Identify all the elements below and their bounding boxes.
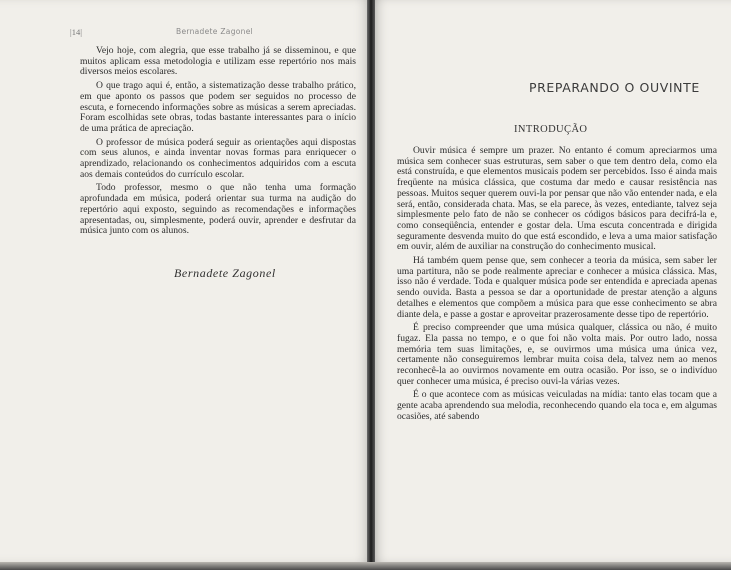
right-page [371,0,731,562]
author-signature: Bernadete Zagonel [174,266,276,280]
paragraph: O que trago aqui é, então, a sistematização desse trabalho prático, em que aponto os passos que podem ser seguidos no processo de escuta, e fornecendo informações sobre as músicas a serem apreciadas. Foram escolhidas sete obras, todas bastante interessantes para o início de uma prática de apreciação. [80,80,356,134]
paragraph: Todo professor, mesmo o que não tenha uma formação aprofundada em música, poderá orientar sua turma na audição do repertório aqui exposto, seguindo as recomendações e informações apresentadas, ou, simplesmente, poderá ouvir, aprender e desfrutar da música junto com os alunos. [80,182,356,237]
left-body-text [80,46,356,240]
book-gutter [367,0,375,570]
paragraph: É o que acontece com as músicas veiculadas na mídia: tanto elas tocam que a gente acaba aprendendo sua melodia, reconhecendo quando ela toca e, em algumas ocasiões, até sabendo [397,389,717,422]
paragraph: O professor de música poderá seguir as orientações aqui dispostas com seus alunos, e ainda inventar novas formas para enriquecer o aprendizado, relacionando os conhecimentos adquiridos com a escuta aos demais conteúdos do currículo escolar. [80,136,356,180]
running-head: Bernadete Zagonel [176,27,254,36]
paragraph: Vejo hoje, com alegria, que esse trabalho já se disseminou, e que muitos aplicam essa metodologia e utilizam esse repertório nos mais diversos meios escolares. [80,45,356,78]
right-body-text [397,146,717,426]
paragraph: Há também quem pense que, sem conhecer a teoria da música, sem saber ler uma partitura, não se pode realmente apreciar e conhecer a música clássica. Mas, isso não é verdade. Toda e qualquer música pode ser entendida e apreciada apenas sendo ouvida. Basta a pessoa se dar a oportunidade de prestar atenção a alguns detalhes e elementos que compõem a música para que esse conhecimento se abra diante dela, e passe a gostar e aproveitar prazerosamente desse tipo de repertório. [397,255,717,320]
page-number: |14| [70,27,82,37]
paragraph: Ouvir música é sempre um prazer. No entanto é comum apreciarmos uma música sem conhecer suas estruturas, sem saber o que tem dentro dela, como ela está construída, e que elementos musicais podem ser percebidos. Isso é ainda mais freqüente na música clássica, que costuma dar medo e causar resistência nas pessoas. Muitos sequer querem ouvi-la por pensar que não vão entender nada, e ela será, então, considerada chata. Mas, se ela parece, às vezes, entediante, talvez seja simplesmente pelo fato de não se conhecer os códigos básicos para decifrá-la e, como conseqüência, entender e gostar dela. Uma escuta concentrada e dirigida seguramente desvenda muito do que está escondido, e leva a uma maior satisfação em ouvir, além de auxiliar na construção do conhecimento musical. [397,145,717,253]
page-bottom-edge [0,562,731,570]
section-title: INTRODUÇÃO [514,124,588,135]
paragraph: É preciso compreender que uma música qualquer, clássica ou não, é muito fugaz. Ela passa no tempo, e o que foi não volta mais. Por outro lado, nossa memória tem suas limitações, e, se ouvirmos uma música uma única vez, certamente não conseguiremos lembrar muita coisa dela, talvez nem ao menos reconhecê-la ao ouvirmos novamente em outra ocasião. Por isso, se o indivíduo quer conhecer uma música, é preciso ouvi-la várias vezes. [397,322,717,387]
chapter-title: PREPARANDO O OUVINTE [529,80,700,95]
